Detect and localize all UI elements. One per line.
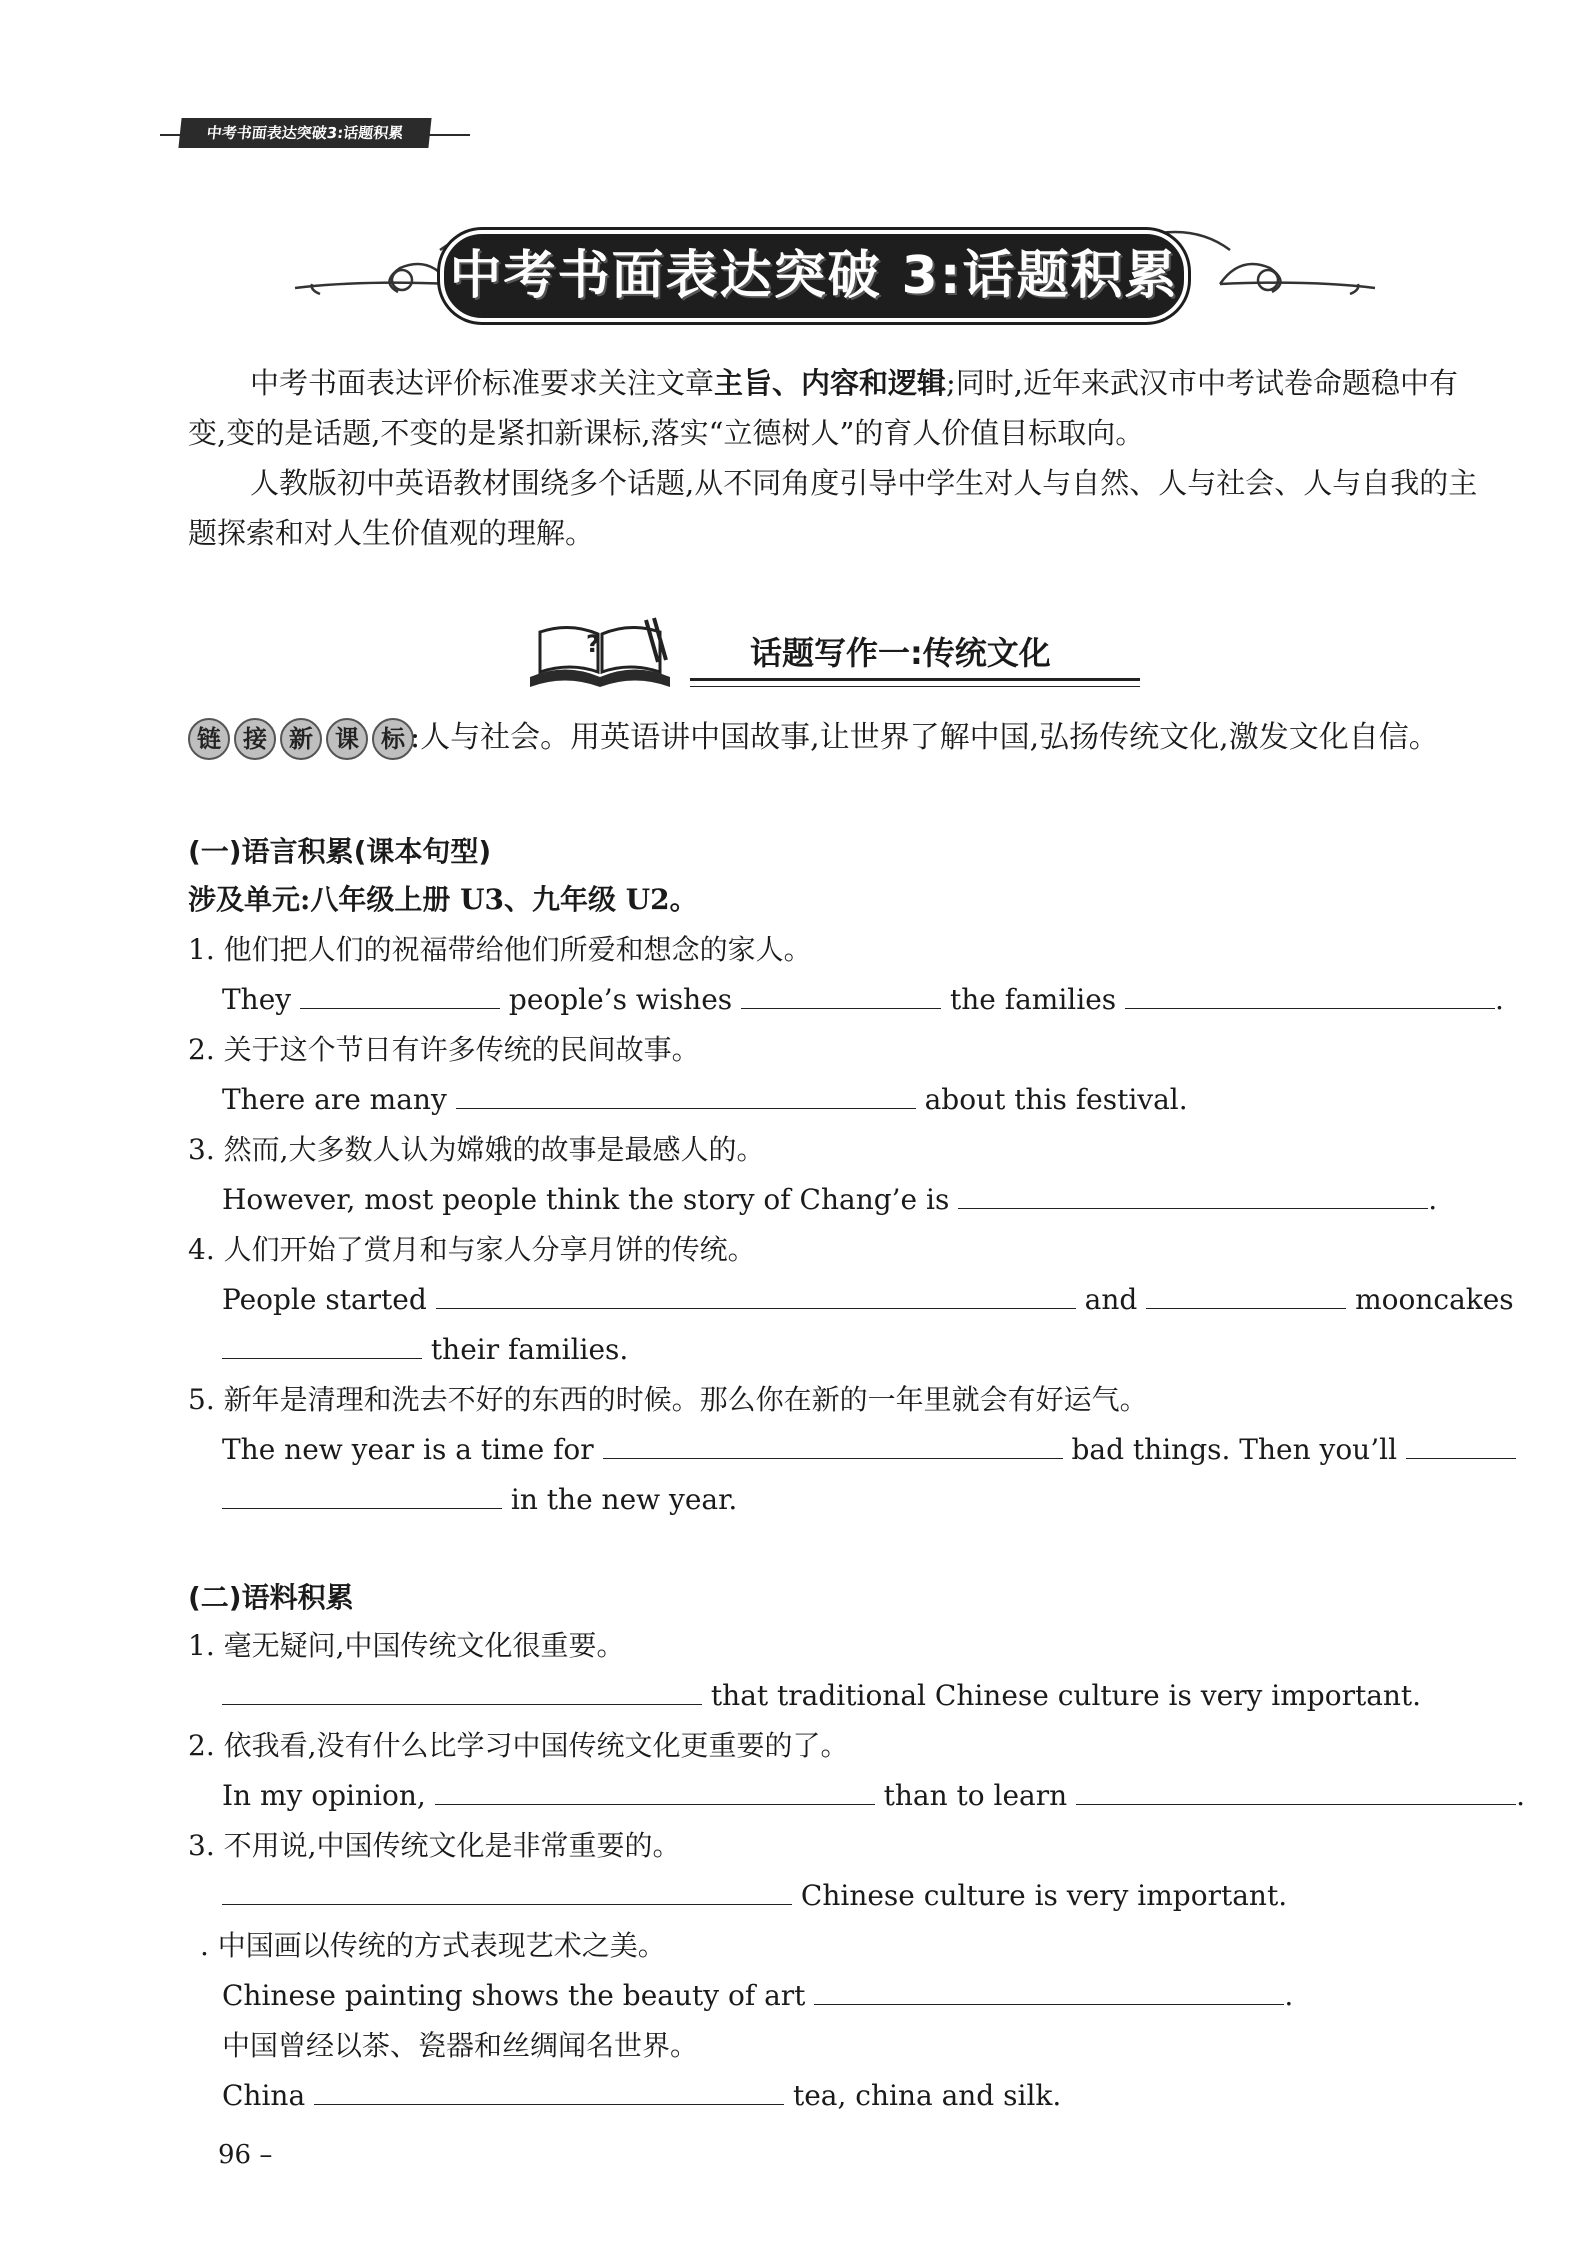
en-text: In my opinion, [222,1779,426,1812]
answer-blank[interactable] [1125,982,1495,1009]
answer-blank[interactable] [314,2078,784,2105]
item-3-en [222,1180,1437,1220]
answer-blank[interactable] [1406,1432,1516,1459]
intro-text: 中考书面表达评价标准要求关注文章 [250,366,715,400]
answer-blank[interactable] [435,1778,875,1805]
intro-text: 人教版初中英语教材围绕多个话题,从不同角度引导中学生对人与自然、人与社会、人与自我的主题探索和对人生价值观的理解。 [188,466,1478,550]
part1-heading: (一)语言积累(课本句型) [188,835,492,868]
item-1-cn: 1. 他们把人们的祝福带给他们所爱和想念的家人。 [188,933,812,966]
page-title: 中考书面表达突破 3:话题积累 [449,246,1179,306]
item-3-cn: 3. 然而,大多数人认为嫦娥的故事是最感人的。 [188,1133,765,1166]
answer-blank[interactable] [222,1678,702,1705]
answer-blank[interactable] [741,982,941,1009]
en-text: the families [949,983,1117,1016]
item-2-en [222,1080,1188,1120]
item-4-en [222,1280,1514,1320]
p2-item-4-en [222,1976,1293,2016]
answer-blank[interactable] [1076,1778,1516,1805]
svg-text:?: ? [586,630,600,658]
en-text: The new year is a time for [222,1433,594,1466]
p2-item-1-cn: 1. 毫无疑问,中国传统文化很重要。 [188,1629,625,1662]
answer-blank[interactable] [958,1182,1428,1209]
section-rule [690,678,1140,681]
item-5-cn: 5. 新年是清理和洗去不好的东西的时候。那么你在新的一年里就会有好运气。 [188,1383,1148,1416]
open-book-icon [520,612,680,692]
part1-units [188,880,698,920]
badge-char: 标 [372,718,414,760]
answer-blank[interactable] [222,1332,422,1359]
en-text: bad things. Then you’ll [1071,1433,1398,1466]
p2-item-5-cn: 中国曾经以茶、瓷器和丝绸闻名世界。 [222,2029,699,2062]
en-text: tea, china and silk. [792,2079,1062,2112]
badge-char: 接 [234,718,276,760]
en-text: However, most people think the story of Chang’e is [222,1183,950,1216]
en-text: There are many [222,1083,447,1116]
units-text: 涉及单元:八年级上册 U3、九年级 U2。 [188,883,698,916]
intro-emphasis: 主旨、内容和逻辑 [714,366,947,400]
answer-blank[interactable] [1146,1282,1346,1309]
en-text: in the new year. [510,1483,738,1516]
intro-paragraph-1 [188,358,1478,458]
en-text: . [1495,983,1504,1016]
en-text: than to learn [883,1779,1068,1812]
item-4-cn: 4. 人们开始了赏月和与家人分享月饼的传统。 [188,1233,756,1266]
curriculum-badge [188,718,414,760]
answer-blank[interactable] [814,1978,1284,2005]
section-title: 话题写作一:传统文化 [750,634,1051,672]
en-text: . [1428,1183,1438,1216]
item-5-en-cont [222,1480,737,1520]
en-text: Chinese painting shows the beauty of art [222,1979,806,2012]
page-number: 96 – [218,2140,273,2170]
en-text: and [1084,1283,1138,1316]
answer-blank[interactable] [222,1482,502,1509]
en-text: their families. [430,1333,629,1366]
p2-item-4-cn: . 中国画以传统的方式表现艺术之美。 [200,1929,666,1962]
p2-item-2-cn: 2. 依我看,没有什么比学习中国传统文化更重要的了。 [188,1729,849,1762]
p2-item-3-en [222,1876,1287,1916]
p2-item-2-en [222,1776,1525,1816]
en-text: people’s wishes [508,983,733,1016]
curriculum-text: :人与社会。用英语讲中国故事,让世界了解中国,弘扬传统文化,激发文化自信。 [410,720,1439,755]
item-1-en [222,980,1504,1020]
en-text: that traditional Chinese culture is very important. [710,1679,1422,1712]
answer-blank[interactable] [300,982,500,1009]
answer-blank[interactable] [436,1282,1076,1309]
en-text: People started [222,1283,427,1316]
answer-blank[interactable] [603,1432,1063,1459]
en-text: . [1284,1979,1294,2012]
item-4-en-cont [222,1330,628,1370]
section-rule [690,686,1140,687]
part2-heading: (二)语料积累 [188,1581,354,1614]
en-text: mooncakes [1355,1283,1514,1316]
en-text: China [222,2079,306,2112]
badge-char: 链 [188,718,230,760]
en-text: Chinese culture is very important. [800,1879,1288,1912]
item-2-cn: 2. 关于这个节日有许多传统的民间故事。 [188,1033,700,1066]
item-5-en [222,1430,1516,1470]
en-text: about this festival. [924,1083,1188,1116]
p2-item-5-en [222,2076,1061,2116]
intro-text: ;同时,近年来武汉市中考试卷命题稳中有变,变的是话题,不变的是紧扣新课标,落实“立德树人”的育人价值目标取向。 [188,366,1459,450]
intro-paragraph-2 [188,458,1478,558]
p2-item-1-en [222,1676,1421,1716]
p2-item-3-cn: 3. 不用说,中国传统文化是非常重要的。 [188,1829,681,1862]
badge-char: 新 [280,718,322,760]
running-header: 中考书面表达突破3:话题积累 [178,118,431,148]
en-text: They [222,983,292,1016]
badge-char: 课 [326,718,368,760]
answer-blank[interactable] [456,1082,916,1109]
en-text: . [1516,1779,1525,1812]
answer-blank[interactable] [222,1878,792,1905]
